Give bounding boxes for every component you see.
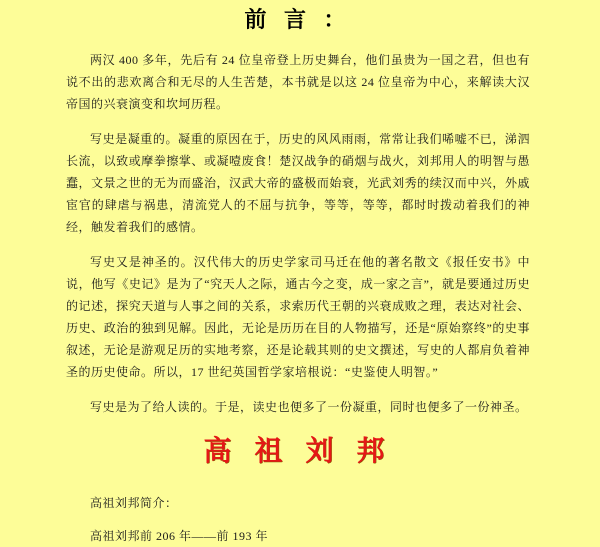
preface-paragraph-2: 写史是凝重的。凝重的原因在于，历史的风风雨雨，常常让我们唏嘘不已，涕泗长流，以致或摩拳擦掌、或凝噎废食！楚汉战争的硝烟与战火，刘邦用人的明智与愚蠢，文景之世的无为而盛治，汉武大帝的盛极而始衰，光武刘秀的续汉而中兴，外戚宦官的肆虐与祸患，清流党人的不屈与抗争，等等，等等，都时时拨动着我们的神经，触发着我们的感情。 <box>66 132 530 234</box>
preface-paragraph-3: 写史又是神圣的。汉代伟大的历史学家司马迁在他的著名散文《报任安书》中说，他写《史记》是为了“究天人之际，通古今之变，成一家之言”，就是要通过历史的记述，探究天道与人事之间的关系，求索历代王朝的兴衰成败之理，表达对社会、历史、政治的独到见解。因此，无论是历历在目的人物描写，还是“原始察终”的史事叙述，无论是游观足历的实地考察，还是论载其则的史文撰述，写史的人都肩负着神圣的历史使命。所以，17 世纪英国哲学家培根说：“史鉴使人明智。” <box>66 255 530 379</box>
chapter-heading-gaozu-liubang: 高 祖 刘 邦 <box>203 436 393 467</box>
preface-paragraph-4: 写史是为了给人读的。于是，读史也便多了一份凝重，同时也便多了一份神圣。 <box>90 400 528 414</box>
preface-paragraph-1: 两汉 400 多年，先后有 24 位皇帝登上历史舞台，他们虽贵为一国之君，但也有说不出的悲欢离合和无尽的人生苦楚，本书就是以这 24 位皇帝为中心，来解读大汉帝国的兴衰演变和坎坷历程。 <box>66 53 530 111</box>
chapter-intro-label: 高祖刘邦简介： <box>90 496 178 510</box>
chapter-reign-period: 高祖刘邦前 206 年——前 193 年 <box>90 529 269 543</box>
preface-title: 前 言 ： <box>244 7 352 32</box>
